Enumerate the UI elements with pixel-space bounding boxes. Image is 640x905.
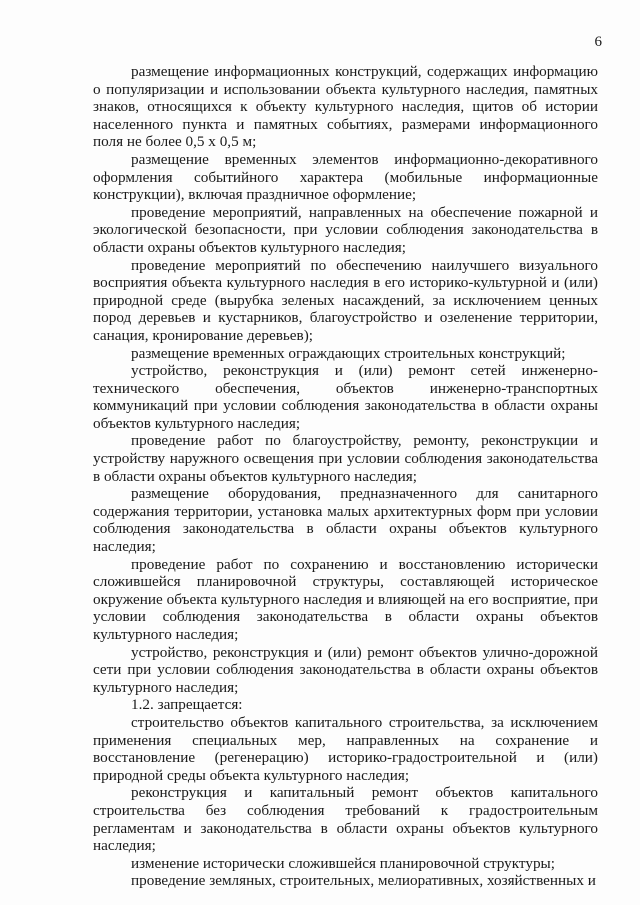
paragraph-fire-safety: проведение мероприятий, направленных на обеспечение пожарной и экологической безопасности, при условии соблюдения законодательства в области охраны объектов культурного наследия;	[93, 203, 598, 256]
paragraph-earthworks: проведение земляных, строительных, мелиоративных, хозяйственных и	[131, 872, 596, 890]
paragraph-sanitary-equipment: размещение оборудования, предназначенного для санитарного содержания территории, установка малых архитектурных форм при условии соблюдения законодательства в области охраны объектов культурного наследия;	[93, 485, 598, 556]
section-heading-prohibited: 1.2. запрещается:	[131, 696, 243, 714]
paragraph-visual-perception: проведение мероприятий по обеспечению наилучшего визуального восприятия объекта культурного наследия в его историко-культурной и (или) природной среде (вырубка зеленых насаждений, за исключением ценных пород деревьев и кустарников, благоустройство и озеленение территории, санация, кронирование деревьев);	[93, 256, 598, 344]
paragraph-planning-structure: проведение работ по сохранению и восстановлению исторически сложившейся планировочной структуры, составляющей историческое окружение объекта культурного наследия и влияющей на его восприятие, при условии соблюдения законодательства в области охраны объектов культурного наследия;	[93, 555, 598, 643]
paragraph-temporary-fencing: размещение временных ограждающих строительных конструкций;	[131, 344, 566, 362]
paragraph-reconstruction-repair: реконструкция и капитальный ремонт объектов капитального строительства без соблюдения требований к градостроительным регламентам и законодательства в области охраны объектов культурного наследия;	[93, 784, 598, 855]
paragraph-landscaping-lighting: проведение работ по благоустройству, ремонту, реконструкции и устройству наружного освещения при условии соблюдения законодательства в области охраны объектов культурного наследия;	[93, 432, 598, 485]
paragraph-capital-construction: строительство объектов капитального строительства, за исключением применения специальных мер, направленных на сохранение и восстановление (регенерацию) историко-градостроительной и (или) природной среды объекта культурного наследия;	[93, 713, 598, 784]
document-body	[93, 63, 598, 890]
paragraph-info-structures: размещение информационных конструкций, содержащих информацию о популяризации и использовании объекта культурного наследия, памятных знаков, относящихся к объекту культурного наследия, щитов об истории населенного пункта и памятных событиях, размерами информационного поля не более 0,5 х 0,5 м;	[93, 63, 598, 151]
paragraph-planning-change: изменение исторически сложившейся планировочной структуры;	[131, 854, 555, 872]
page-number: 6	[594, 34, 602, 50]
paragraph-road-network: устройство, реконструкция и (или) ремонт объектов улично-дорожной сети при условии соблюдения законодательства в области охраны объектов культурного наследия;	[93, 643, 598, 696]
paragraph-engineering-networks: устройство, реконструкция и (или) ремонт сетей инженерно-технического обеспечения, объектов инженерно-транспортных коммуникаций при условии соблюдения законодательства в области охраны объектов культурного наследия;	[93, 362, 598, 432]
paragraph-temporary-decor: размещение временных элементов информационно-декоративного оформления событийного характера (мобильные информационные конструкции), включая праздничное оформление;	[93, 150, 598, 204]
